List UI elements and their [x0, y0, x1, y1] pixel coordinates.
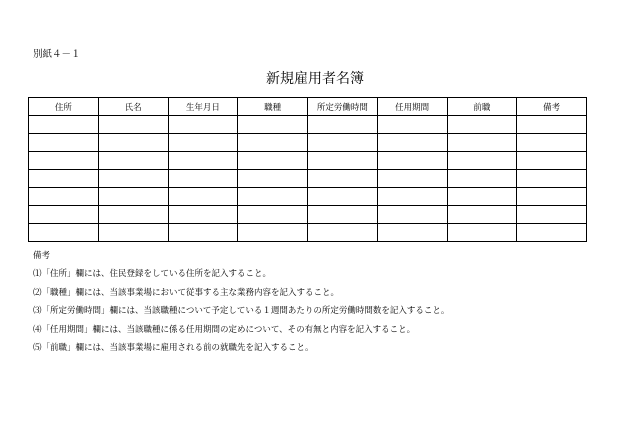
- note-item: ⑵「職種」欄には、当該事業場において従事する主な業務内容を記入すること。: [33, 287, 340, 298]
- table-cell[interactable]: [98, 152, 168, 170]
- table-cell[interactable]: [447, 134, 517, 152]
- col-address: 住所: [29, 98, 99, 116]
- attachment-label: 別紙４－１: [33, 49, 81, 60]
- table-cell[interactable]: [308, 116, 378, 134]
- table-cell[interactable]: [377, 188, 447, 206]
- table-cell[interactable]: [308, 134, 378, 152]
- col-employment-period: 任用期間: [377, 98, 447, 116]
- table-cell[interactable]: [517, 224, 587, 242]
- table-cell[interactable]: [98, 188, 168, 206]
- note-item: ⑴「住所」欄には、住民登録をしている住所を記入すること。: [33, 269, 272, 279]
- table-row: [29, 206, 587, 224]
- table-cell[interactable]: [447, 116, 517, 134]
- table-cell[interactable]: [29, 188, 99, 206]
- table-row: [29, 188, 587, 206]
- table-cell[interactable]: [377, 116, 447, 134]
- table-cell[interactable]: [308, 170, 378, 188]
- table-cell[interactable]: [29, 206, 99, 224]
- table-row: [29, 170, 587, 188]
- table-cell[interactable]: [238, 224, 308, 242]
- table-cell[interactable]: [517, 206, 587, 224]
- table-cell[interactable]: [238, 116, 308, 134]
- table-cell[interactable]: [447, 224, 517, 242]
- table-cell[interactable]: [238, 188, 308, 206]
- col-previous-job: 前職: [447, 98, 517, 116]
- table-cell[interactable]: [238, 170, 308, 188]
- table-cell[interactable]: [517, 170, 587, 188]
- table-cell[interactable]: [29, 224, 99, 242]
- table-cell[interactable]: [517, 188, 587, 206]
- table-cell[interactable]: [447, 152, 517, 170]
- table-cell[interactable]: [168, 224, 238, 242]
- table-cell[interactable]: [308, 152, 378, 170]
- table-cell[interactable]: [98, 170, 168, 188]
- table-cell[interactable]: [29, 152, 99, 170]
- table-cell[interactable]: [447, 188, 517, 206]
- table-cell[interactable]: [168, 188, 238, 206]
- table-cell[interactable]: [29, 116, 99, 134]
- table-cell[interactable]: [238, 152, 308, 170]
- table-cell[interactable]: [29, 134, 99, 152]
- notes-section: [33, 249, 449, 360]
- table-cell[interactable]: [168, 170, 238, 188]
- table-cell[interactable]: [168, 116, 238, 134]
- col-name: 氏名: [98, 98, 168, 116]
- col-remarks: 備考: [517, 98, 587, 116]
- table-cell[interactable]: [377, 170, 447, 188]
- table-cell[interactable]: [308, 206, 378, 224]
- col-birthdate: 生年月日: [168, 98, 238, 116]
- table-cell[interactable]: [517, 152, 587, 170]
- table-cell[interactable]: [517, 134, 587, 152]
- roster-table: [28, 97, 587, 242]
- table-cell[interactable]: [447, 206, 517, 224]
- header-row: [29, 98, 587, 116]
- table-cell[interactable]: [377, 134, 447, 152]
- table-cell[interactable]: [377, 152, 447, 170]
- note-item: ⑷「任用期間」欄には、当該職種に係る任用期間の定めについて、その有無と内容を記入すること。: [33, 324, 416, 335]
- table-cell[interactable]: [447, 170, 517, 188]
- table-cell[interactable]: [168, 134, 238, 152]
- table-row: [29, 134, 587, 152]
- table-cell[interactable]: [377, 224, 447, 242]
- col-working-hours: 所定労働時間: [308, 98, 378, 116]
- note-item: ⑶「所定労働時間」欄には、当該職種について予定している１週間あたりの所定労働時間数を記入すること。: [33, 306, 450, 317]
- document-title: 新規雇用者名簿: [266, 71, 364, 87]
- table-cell[interactable]: [377, 206, 447, 224]
- note-item: ⑸「前職」欄には、当該事業場に雇用される前の就職先を記入すること。: [33, 343, 314, 354]
- table-cell[interactable]: [308, 224, 378, 242]
- table-cell[interactable]: [98, 206, 168, 224]
- table-cell[interactable]: [517, 116, 587, 134]
- table-row: [29, 152, 587, 170]
- table-body: [29, 116, 587, 242]
- table-cell[interactable]: [168, 206, 238, 224]
- table-cell[interactable]: [308, 188, 378, 206]
- table-row: [29, 116, 587, 134]
- notes-title: 備考: [33, 251, 51, 261]
- table-cell[interactable]: [98, 116, 168, 134]
- table-cell[interactable]: [168, 152, 238, 170]
- table-cell[interactable]: [238, 206, 308, 224]
- table-cell[interactable]: [98, 134, 168, 152]
- col-job-type: 職種: [238, 98, 308, 116]
- table-cell[interactable]: [238, 134, 308, 152]
- table-cell[interactable]: [29, 170, 99, 188]
- table-row: [29, 224, 587, 242]
- table-cell[interactable]: [98, 224, 168, 242]
